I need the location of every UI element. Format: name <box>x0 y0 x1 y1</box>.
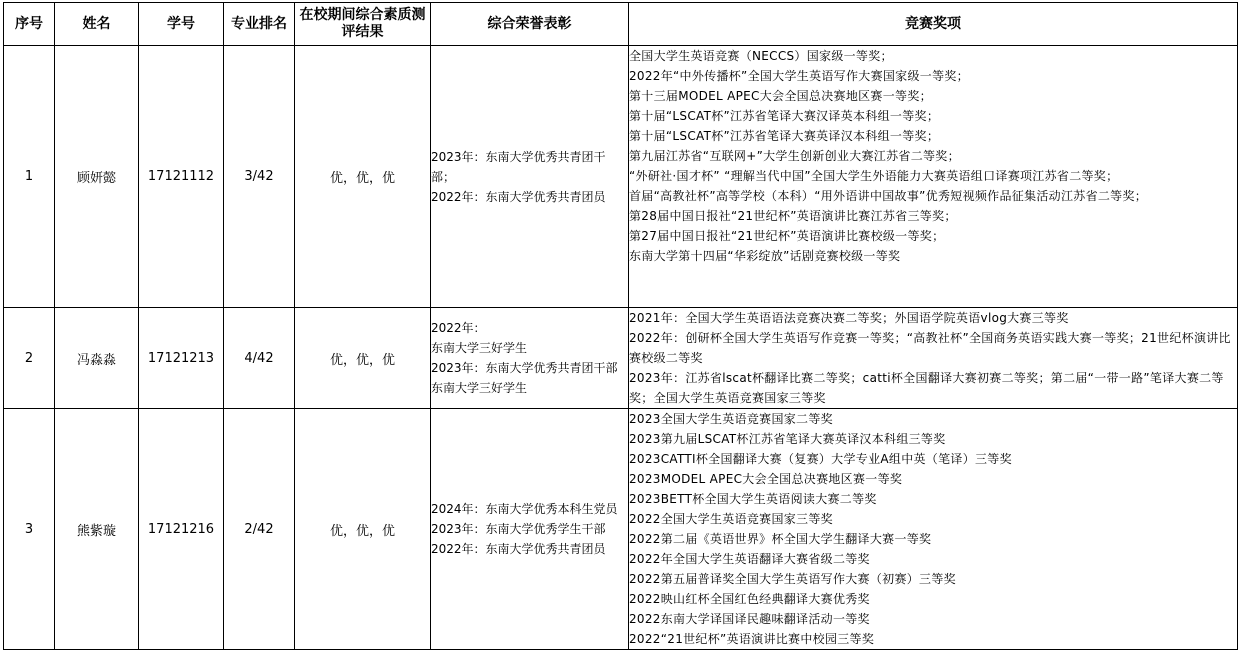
award-line: 2022年：创研杯全国大学生英语写作竞赛一等奖；“高教社杯”全国商务英语实践大赛一等奖；21世纪杯演讲比赛校级二等奖 <box>629 331 1231 365</box>
table-row <box>4 308 1238 409</box>
student-awards-table <box>3 2 1238 650</box>
header-awards: 竞赛奖项 <box>629 3 1238 46</box>
cell-student-id: 17121112 <box>139 46 224 308</box>
cell-rank: 4/42 <box>224 308 295 409</box>
honor-line: 2023年：东南大学优秀共青团干部； <box>431 149 606 184</box>
header-seq: 序号 <box>4 3 55 46</box>
table-row <box>4 409 1238 650</box>
cell-seq: 1 <box>4 46 55 308</box>
header-student-id: 学号 <box>139 3 224 46</box>
award-line: 2022第二届《英语世界》杯全国大学生翻译大赛一等奖 <box>629 532 932 546</box>
award-line: 2022东南大学译国译民趣味翻译活动一等奖 <box>629 612 870 626</box>
award-line: 2023全国大学生英语竞赛国家二等奖 <box>629 412 833 426</box>
cell-rank: 2/42 <box>224 409 295 650</box>
header-name: 姓名 <box>55 3 139 46</box>
award-line: 2021年：全国大学生英语语法竞赛决赛二等奖；外国语学院英语vlog大赛三等奖 <box>629 311 1069 325</box>
cell-awards <box>629 46 1238 308</box>
cell-name: 顾妍懿 <box>55 46 139 308</box>
cell-name: 冯淼淼 <box>55 308 139 409</box>
header-eval: 在校期间综合素质测评结果 <box>295 3 431 46</box>
header-honors: 综合荣誉表彰 <box>431 3 629 46</box>
cell-eval: 优，优，优 <box>295 409 431 650</box>
award-line: 第九届江苏省“互联网+”大学生创新创业大赛江苏省二等奖； <box>629 149 960 163</box>
award-line: 2022全国大学生英语竞赛国家三等奖 <box>629 512 833 526</box>
cell-awards <box>629 308 1238 409</box>
header-rank: 专业排名 <box>224 3 295 46</box>
award-line: 第27届中国日报社“21世纪杯”英语演讲比赛校级一等奖； <box>629 229 945 243</box>
cell-honors <box>431 308 629 409</box>
award-line: 首届“高教社杯”高等学校（本科）“用外语讲中国故事”优秀短视频作品征集活动江苏省二等奖； <box>629 189 1148 203</box>
award-line: 第十届“LSCAT杯”江苏省笔译大赛英译汉本科组一等奖； <box>629 129 940 143</box>
cell-eval: 优，优，优 <box>295 46 431 308</box>
honor-line: 2022年：东南大学优秀共青团员 <box>431 189 606 204</box>
award-line: 2023第九届LSCAT杯江苏省笔译大赛英译汉本科组三等奖 <box>629 432 946 446</box>
cell-seq: 3 <box>4 409 55 650</box>
cell-rank: 3/42 <box>224 46 295 308</box>
cell-eval: 优，优，优 <box>295 308 431 409</box>
honor-line: 2024年：东南大学优秀本科生党员 <box>431 502 618 516</box>
cell-honors <box>431 46 629 308</box>
award-line: 全国大学生英语竞赛（NECCS）国家级一等奖； <box>629 49 893 63</box>
award-line: 2022“21世纪杯”英语演讲比赛中校园三等奖 <box>629 632 875 646</box>
cell-student-id: 17121213 <box>139 308 224 409</box>
award-line: 2023MODEL APEC大会全国总决赛地区赛一等奖 <box>629 472 903 486</box>
award-line: 第十届“LSCAT杯”江苏省笔译大赛汉译英本科组一等奖； <box>629 109 940 123</box>
award-line: 2022第五届普译奖全国大学生英语写作大赛（初赛）三等奖 <box>629 572 956 586</box>
award-line: 2022年“中外传播杯”全国大学生英语写作大赛国家级一等奖； <box>629 69 969 83</box>
cell-awards <box>629 409 1238 650</box>
table-row <box>4 46 1238 308</box>
award-line: “外研社·国才杯” “理解当代中国”全国大学生外语能力大赛英语组口译赛项江苏省二等奖； <box>629 169 1119 183</box>
award-line: 2023BETT杯全国大学生英语阅读大赛二等奖 <box>629 492 877 506</box>
honor-line: 东南大学三好学生 <box>431 341 528 355</box>
header-row <box>4 3 1238 46</box>
cell-student-id: 17121216 <box>139 409 224 650</box>
honor-line: 2023年：东南大学优秀共青团干部 <box>431 361 618 375</box>
award-line: 第十三届MODEL APEC大会全国总决赛地区赛一等奖； <box>629 89 932 103</box>
cell-seq: 2 <box>4 308 55 409</box>
award-line: 2022年全国大学生英语翻译大赛省级二等奖 <box>629 552 870 566</box>
award-line: 第28届中国日报社“21世纪杯”英语演讲比赛江苏省三等奖； <box>629 209 957 223</box>
award-line: 2023CATTI杯全国翻译大赛（复赛）大学专业A组中英（笔译）三等奖 <box>629 452 1012 466</box>
cell-honors <box>431 409 629 650</box>
cell-name: 熊紫璇 <box>55 409 139 650</box>
honor-line: 东南大学三好学生 <box>431 381 528 395</box>
award-line: 东南大学第十四届“华彩绽放”话剧竞赛校级一等奖 <box>629 249 901 263</box>
honor-line: 2023年：东南大学优秀学生干部 <box>431 522 606 536</box>
honor-line: 2022年： <box>431 321 486 335</box>
award-line: 2022映山红杯全国红色经典翻译大赛优秀奖 <box>629 592 870 606</box>
award-line: 2023年：江苏省lscat杯翻译比赛二等奖；catti杯全国翻译大赛初赛二等奖；第二届“一带一路”笔译大赛二等奖；全国大学生英语竞赛国家三等奖 <box>629 371 1224 405</box>
honor-line: 2022年：东南大学优秀共青团员 <box>431 542 606 556</box>
